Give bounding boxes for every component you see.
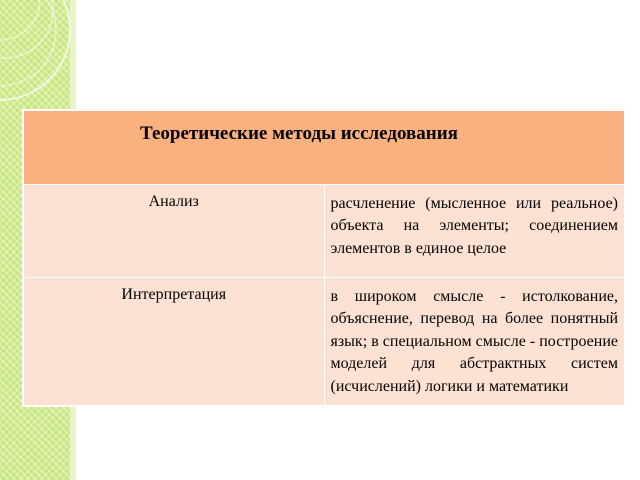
- term-interpretation: Интерпретация: [24, 278, 325, 406]
- table-title: Теоретические методы исследования: [24, 111, 625, 185]
- definition-analysis: расчленение (мысленное или реальное) объекта на элементы; соединением элементов в единое целое: [324, 185, 625, 278]
- methods-table: [22, 109, 626, 407]
- term-analysis: Анализ: [24, 185, 325, 278]
- table-row-interpretation: [24, 278, 625, 406]
- definition-interpretation: в широком смысле - истолкование, объяснение, перевод на более понятный язык; в специальном смысле - построение моделей для абстрактных систем (исчислений) логики и математики: [324, 278, 625, 406]
- table-row-analysis: [24, 185, 625, 278]
